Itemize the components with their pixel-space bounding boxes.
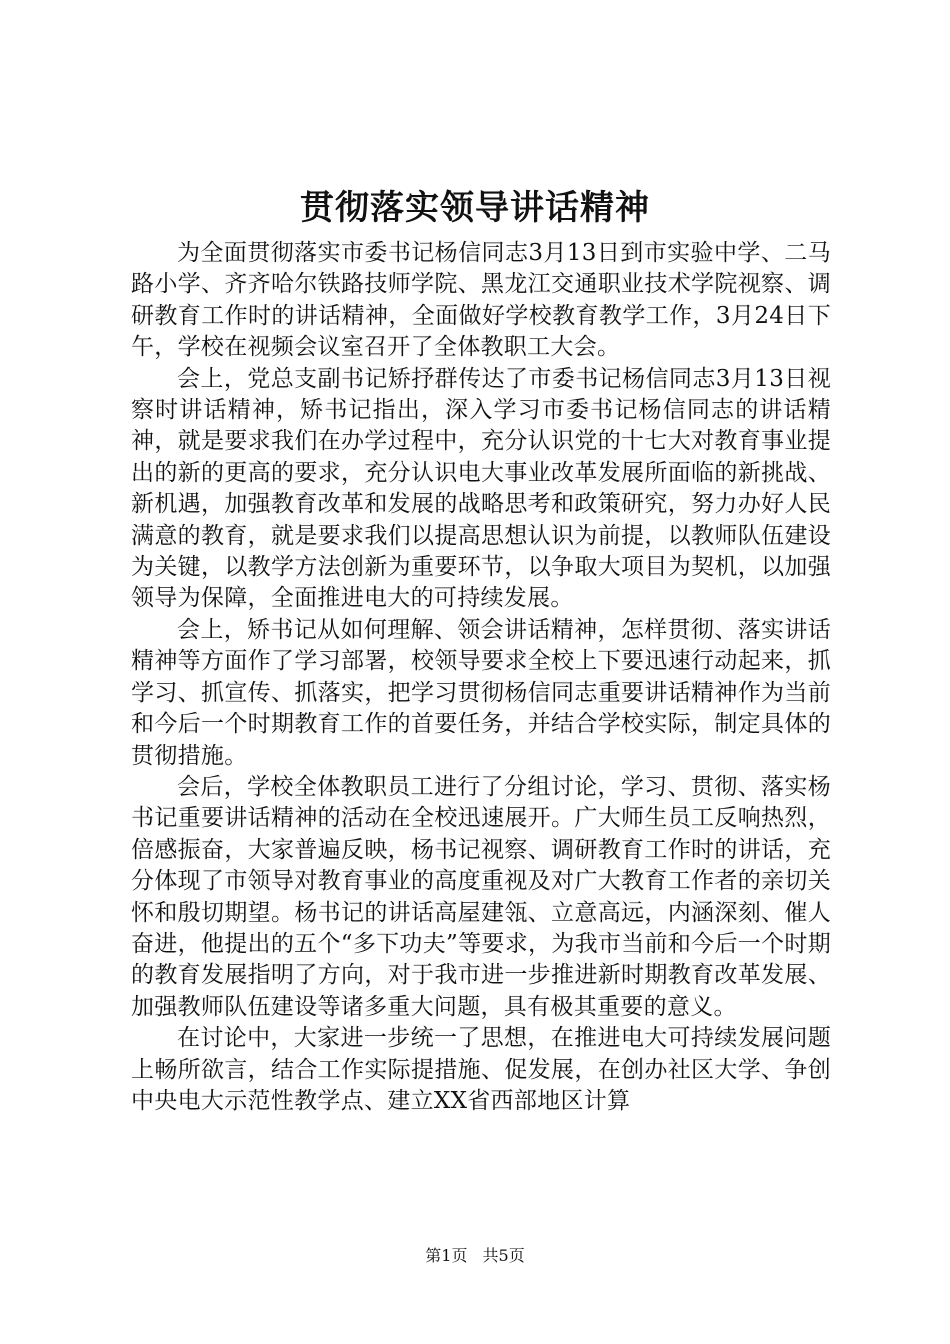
body-paragraph: 为全面贯彻落实市委书记杨信同志3月13日到市实验中学、二马路小学、齐齐哈尔铁路技师学院、黑龙江交通职业技术学院视察、调研教育工作时的讲话精神，全面做好学校教育教学工作，3月24日下午，学校在视频会议室召开了全体教职工大会。 bbox=[131, 240, 831, 361]
body-paragraph: 在讨论中，大家进一步统一了思想，在推进电大可持续发展问题上畅所欲言，结合工作实际提措施、促发展，在创办社区大学、争创中央电大示范性教学点、建立XX省西部地区计算 bbox=[131, 1025, 831, 1114]
page-total: 共5页 bbox=[482, 1246, 525, 1265]
document-body bbox=[131, 238, 831, 1117]
document-title: 贯彻落实领导讲话精神 bbox=[300, 188, 650, 228]
body-paragraph: 会上，矫书记从如何理解、领会讲话精神，怎样贯彻、落实讲话精神等方面作了学习部署，校领导要求全校上下要迅速行动起来，抓学习、抓宣传、抓落实，把学习贯彻杨信同志重要讲话精神作为当前和今后一个时期教育工作的首要任务，并结合学校实际，制定具体的贯彻措施。 bbox=[131, 616, 831, 769]
body-paragraph: 会后，学校全体教职员工进行了分组讨论，学习、贯彻、落实杨书记重要讲话精神的活动在全校迅速展开。广大师生员工反响热烈，倍感振奋，大家普遍反映，杨书记视察、调研教育工作时的讲话，充分体现了市领导对教育事业的高度重视及对广大教育工作者的亲切关怀和殷切期望。杨书记的讲话高屋建瓴、立意高远，内涵深刻、催人奋进，他提出的五个“多下功夫”等要求，为我市当前和今后一个时期的教育发展指明了方向，对于我市进一步推进新时期教育改革发展、加强教师队伍建设等诸多重大问题，具有极其重要的意义。 bbox=[131, 773, 831, 1020]
page-footer bbox=[0, 1246, 950, 1266]
page-number: 第1页 bbox=[425, 1246, 468, 1265]
body-paragraph: 会上，党总支副书记矫抒群传达了市委书记杨信同志3月13日视察时讲话精神，矫书记指出，深入学习市委书记杨信同志的讲话精神，就是要求我们在办学过程中，充分认识党的十七大对教育事业提出的新的更高的要求，充分认识电大事业改革发展所面临的新挑战、新机遇，加强教育改革和发展的战略思考和政策研究，努力办好人民满意的教育，就是要求我们以提高思想认识为前提，以教师队伍建设为关键，以教学方法创新为重要环节，以争取大项目为契机，以加强领导为保障，全面推进电大的可持续发展。 bbox=[131, 365, 831, 612]
